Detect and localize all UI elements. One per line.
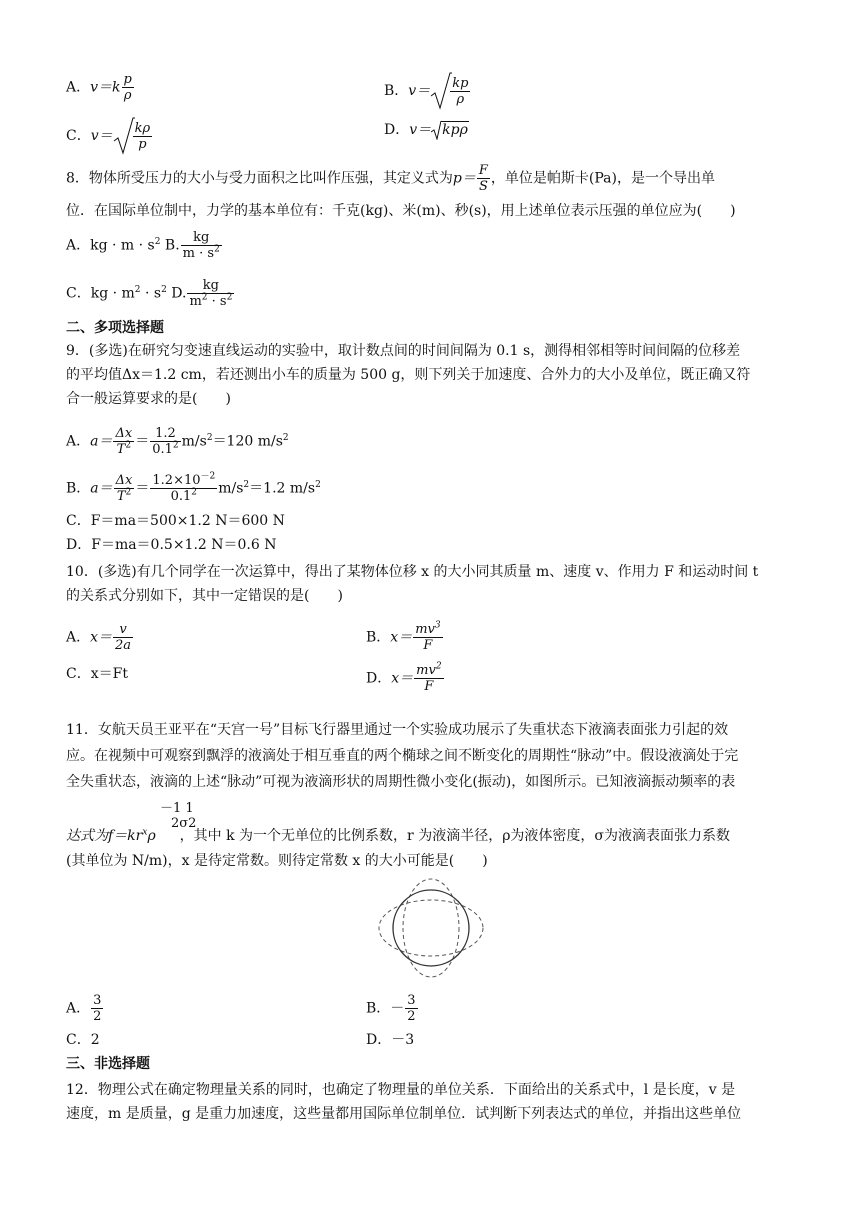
q8-stem-line1: 8．物体所受压力的大小与受力面积之比叫作压强，其定义式为p＝ $\frac{F}{S}$ ，单位是帕斯卡(Pa)，是一个导出单 — [66, 163, 715, 194]
fraction: $\frac{k\rho}{p}$ — [134, 120, 151, 152]
q11-option-c[interactable]: C．2 — [66, 1032, 100, 1048]
q11-stem-line3: 全失重状态，液滴的上述“脉动”可视为液滴形状的周期性微小变化(振动)，如图所示。已知液滴振动频率的表 — [66, 774, 736, 790]
q9-stem-line3: 合一般运算要求的是( ) — [66, 391, 231, 407]
q12-stem-line2: 速度，m 是质量，g 是重力加速度，这些量都用国际单位制单位．试判断下列表达式的单位，并指出这些单位 — [66, 1106, 742, 1122]
fraction: $\frac{1.2}{0.1^2}$ — [152, 426, 179, 457]
q11-stem-line4: 达式为$f=kr^x\rho$ ，其中 k 为一个无单位的比例系数，r 为液滴半径，ρ为液体密度，σ为液滴表面张力系数 — [66, 827, 730, 844]
q11-exponent-lower: 2σ2 — [171, 816, 197, 831]
q9-option-b[interactable]: B．a＝ $\frac{\Delta x}{T^2}$ ＝ $\frac{1.2\times 10^{-2}}{0.1^2}$ $m/s^2=1.2$ $m/s^2$ — [66, 471, 321, 504]
q8-options-ab[interactable]: A．kg · $m \cdot s^2$ B. $\frac{kg}{m \cdot s^2}$ — [66, 230, 220, 261]
sqrt-sign — [430, 72, 452, 110]
q11-option-d[interactable]: D．－3 — [366, 1032, 415, 1048]
sqrt-sign — [431, 120, 441, 140]
fraction: $\frac{3}{2}$ — [407, 993, 416, 1024]
q11-exponent-upper: －1 1 — [160, 801, 194, 816]
q7-option-b[interactable]: B．v＝ $\frac{kp}{\rho}$ — [384, 72, 471, 110]
q8-options-cd[interactable]: C．kg · $m^2 \cdot s^2$ D. $\frac{kg}{m^2 \cdot s^2}$ — [66, 278, 233, 309]
q9-stem-line1: 9．(多选)在研究匀变速直线运动的实验中，取计数点间的时间间隔为 0.1 s，测得相邻相等时间间隔的位移差 — [66, 343, 741, 359]
q7-option-d[interactable]: D．v＝ kpρ — [384, 122, 468, 138]
q11-option-b[interactable]: B．－ $\frac{3}{2}$ — [366, 993, 416, 1024]
q9-option-a[interactable]: A．a＝ $\frac{\Delta x}{T^2}$ ＝ $\frac{1.2}{0.1^2}$ $m/s^2=120$ $m/s^2$ — [66, 426, 289, 457]
q12-stem-line1: 12．物理公式在确定物理量关系的同时，也确定了物理量的单位关系．下面给出的关系式中，l 是长度，v 是 — [66, 1082, 736, 1098]
fraction: $\frac{p}{\rho}$ — [123, 72, 132, 103]
q10-option-c[interactable]: C．x＝Ft — [66, 666, 128, 682]
fraction: $\frac{kg}{m^2 \cdot s^2}$ — [189, 278, 233, 309]
q8-stem-line2: 位．在国际单位制中，力学的基本单位有：千克(kg)、米(m)、秒(s)，用上述单位表示压强的单位应为( ) — [66, 203, 736, 219]
q11-stem-line2: 应。在视频中可观察到飘浮的液滴处于相互垂直的两个椭球之间不断变化的周期性“脉动”中。假设液滴处于完 — [66, 748, 739, 764]
q7-option-a[interactable]: A．v＝k $\frac{p}{\rho}$ — [66, 72, 132, 103]
fraction: $\frac{1.2\times 10^{-2}}{0.1^2}$ — [152, 471, 216, 504]
dashed-ellipse-horizontal — [379, 900, 483, 956]
fraction: $\frac{kp}{\rho}$ — [452, 75, 469, 107]
q7-option-c[interactable]: C．v＝ $\frac{k\rho}{p}$ — [66, 117, 153, 155]
q10-option-b[interactable]: B．x＝ $\frac{mv^3}{F}$ — [366, 620, 441, 653]
q9-stem-line2: 的平均值Δx＝1.2 cm，若还测出小车的质量为 500 g，则下列关于加速度、合外力的大小及单位，既正确又符 — [66, 367, 751, 383]
fraction: $\frac{mv^2}{F}$ — [416, 661, 442, 694]
sqrt-sign — [113, 117, 135, 155]
fraction: $\frac{\Delta x}{T^2}$ — [115, 473, 133, 504]
fraction: $\frac{kg}{m \cdot s^2}$ — [182, 230, 220, 261]
q10-option-d[interactable]: D．x＝ $\frac{mv^2}{F}$ — [366, 661, 442, 694]
droplet-oscillation-figure — [370, 876, 492, 980]
q10-stem-line2: 的关系式分别如下，其中一定错误的是( ) — [66, 588, 343, 604]
solid-circle-droplet — [393, 890, 469, 966]
fraction: $\frac{v}{2a}$ — [115, 622, 132, 653]
fraction: $\frac{F}{S}$ — [478, 163, 488, 194]
q11-stem-line1: 11．女航天员王亚平在“天宫一号”目标飞行器里通过一个实验成功展示了失重状态下液滴表面张力引起的效 — [66, 722, 729, 738]
section-heading-multiple-choice: 二、多项选择题 — [66, 320, 164, 336]
q11-stem-line5: (其单位为 N/m)，x 是待定常数。则待定常数 x 的大小可能是( ) — [66, 853, 488, 869]
q11-option-a[interactable]: A． $\frac{3}{2}$ — [66, 993, 102, 1024]
fraction: $\frac{mv^3}{F}$ — [415, 620, 441, 653]
dashed-ellipse-vertical — [403, 879, 459, 977]
fraction: $\frac{3}{2}$ — [93, 993, 102, 1024]
fraction: $\frac{\Delta x}{T^2}$ — [115, 426, 133, 457]
q10-stem-line1: 10．(多选)有几个同学在一次运算中，得出了某物体位移 x 的大小同其质量 m、速度 v、作用力 F 和运动时间 t — [66, 564, 759, 580]
q9-option-d[interactable]: D．F＝ma＝0.5×1.2 N＝0.6 N — [66, 537, 277, 553]
q10-option-a[interactable]: A．x＝ $\frac{v}{2a}$ — [66, 622, 132, 653]
section-heading-non-choice: 三、非选择题 — [66, 1056, 150, 1072]
q9-option-c[interactable]: C．F＝ma＝500×1.2 N＝600 N — [66, 513, 285, 529]
